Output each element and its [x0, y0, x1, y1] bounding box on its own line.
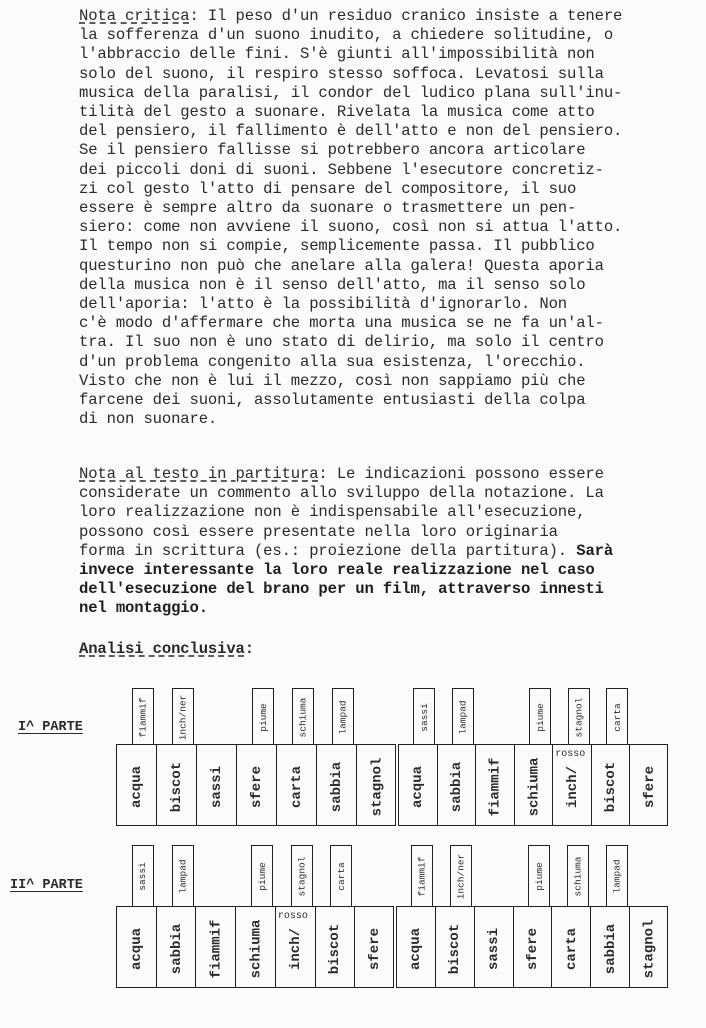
- text-line-bold: nel montaggio.: [79, 599, 208, 618]
- score-top-tab: [252, 688, 274, 744]
- nota-critica-paragraph: [79, 7, 699, 429]
- tab-label: stagnol: [296, 856, 308, 897]
- tab-label: lampad: [337, 699, 349, 735]
- score-cell: [438, 745, 477, 825]
- cell-label: acqua: [410, 765, 427, 808]
- tab-label: inch/ner: [455, 853, 467, 900]
- score-cell: [157, 745, 197, 825]
- score-cell: [476, 745, 515, 825]
- score-row-box: [116, 906, 394, 988]
- score-top-tab: [291, 845, 313, 906]
- score-cell: [157, 907, 197, 987]
- tab-label: lampad: [177, 859, 189, 894]
- cell-label: acqua: [128, 927, 145, 970]
- text-line: zi col gesto l'atto di pensare del compositore, il suo: [79, 179, 577, 198]
- text-line: la sofferenza d'un suono inudito, a chiedere solitudine, o: [79, 26, 614, 45]
- cell-label: schiuma: [525, 757, 542, 816]
- score-top-tab: [528, 845, 550, 906]
- text-line: considerate un commento allo sviluppo della notazione. La: [79, 484, 604, 503]
- text-line: essere è sempre altro da suonare o trasmettere un pen-: [79, 199, 577, 218]
- score-top-tab: [452, 688, 474, 744]
- score-cell: [515, 745, 554, 825]
- tab-label: piume: [256, 862, 268, 891]
- score-cell: [117, 907, 157, 987]
- cell-label: sfere: [249, 765, 266, 808]
- cell-label: sabbia: [168, 923, 185, 974]
- text-line: tra. Il suo non è uno stato di delirio, ma solo il centro: [79, 333, 604, 352]
- score-cell: [630, 745, 669, 825]
- score-cell: [237, 745, 277, 825]
- text-line: loro realizzazione non è indispensabile all'esecuzione,: [79, 503, 586, 522]
- cell-label: fiammif: [487, 757, 504, 816]
- score-top-tab: [411, 845, 433, 906]
- score-cell: [196, 907, 236, 987]
- score-top-tab: [330, 845, 352, 906]
- text-line: del pensiero, il fallimento è dell'atto e non del pensiero.: [79, 122, 623, 141]
- cell-label: sassi: [486, 927, 503, 970]
- rosso-annotation: rosso: [555, 749, 586, 760]
- text-line-bold: Sarà: [576, 541, 614, 560]
- text-line: tilità del gesto a suonare. Rivelata la musica come atto: [79, 103, 595, 122]
- score-top-tab: [606, 688, 628, 744]
- tab-label: lampad: [457, 699, 469, 735]
- text-line: Il tempo non si compie, semplicemente passa. Il pubblico: [79, 237, 595, 256]
- cell-label: sfere: [367, 927, 384, 970]
- cell-label: stagnol: [368, 757, 385, 816]
- score-cell: [436, 907, 475, 987]
- cell-label: sabbia: [602, 923, 619, 974]
- score-cell: [117, 745, 157, 825]
- score-cell: [357, 745, 397, 825]
- tab-label: stagnol: [573, 697, 585, 737]
- text-line: l'abbraccio delle fini. S'è giunti all'impossibilità non: [79, 45, 595, 64]
- score-top-tab: [292, 688, 314, 744]
- score-row-box: [116, 744, 396, 826]
- cell-label: biscot: [447, 923, 464, 974]
- score-top-tab: [568, 688, 590, 744]
- score-top-tab: [332, 688, 354, 744]
- cell-label: stagnol: [641, 919, 658, 978]
- score-cell: [316, 907, 356, 987]
- score-top-tab: [606, 845, 628, 906]
- text-line: dell'aporia: l'atto è la possibilità d'ignorarlo. Non: [79, 295, 568, 314]
- cell-label: carta: [289, 765, 306, 808]
- score-cell: [397, 907, 436, 987]
- tab-label: piume: [257, 702, 269, 732]
- score-cell: [399, 745, 438, 825]
- tab-label: fiammif: [416, 856, 428, 897]
- text-line: farcene dei suoni, assolutamente entusiasti della colpa: [79, 391, 586, 410]
- tab-label: schiuma: [297, 697, 309, 737]
- score-top-tab: [132, 688, 154, 744]
- text-line: possono così essere presentate nella loro originaria: [79, 522, 558, 541]
- text-line-bold: invece interessante la loro reale realizzazione nel caso: [79, 561, 595, 580]
- score-row-box: [396, 906, 668, 988]
- text-line: : Il peso d'un residuo cranico insiste a tenere: [189, 7, 623, 25]
- tab-label: sassi: [418, 702, 430, 732]
- score-cell: [317, 745, 357, 825]
- part-label-text: I^ PARTE: [18, 720, 83, 735]
- cell-label: inch/: [564, 765, 581, 808]
- text-line: della musica non è il senso dell'atto, ma il senso solo: [79, 275, 586, 294]
- text-line: solo del suono, il respiro stesso soffoca. Levatosi sulla: [79, 64, 604, 83]
- part-label: [10, 878, 83, 893]
- nota-testo-paragraph: [79, 465, 699, 619]
- score-cell: [592, 745, 631, 825]
- cell-label: sfere: [641, 765, 658, 808]
- score-cell: [277, 745, 317, 825]
- score-top-tab: [413, 688, 435, 744]
- text-line: c'è modo d'affermare che morta una musica se ne fa un'al-: [79, 314, 604, 333]
- score-cell: [475, 907, 514, 987]
- tab-label: fiammif: [137, 697, 149, 737]
- tab-label: inch/ner: [177, 694, 189, 740]
- tab-label: schiuma: [572, 856, 584, 897]
- cell-label: biscot: [169, 761, 186, 812]
- text-line: Se il pensiero fallisse si potrebbero ancora articolare: [79, 141, 586, 160]
- score-row-box: [398, 744, 668, 826]
- tab-label: lampad: [611, 859, 623, 894]
- score-cell: [553, 745, 592, 825]
- nota-testo-heading: Nota al testo in partitura: [79, 465, 319, 483]
- cell-label: schiuma: [247, 919, 264, 978]
- text-line: siero: come non avviene il suono, così non si attua l'atto.: [79, 218, 623, 237]
- cell-label: biscot: [603, 761, 620, 812]
- text-line: di non suonare.: [79, 410, 218, 429]
- cell-label: sabbia: [449, 761, 466, 812]
- score-top-tab: [450, 845, 472, 906]
- cell-label: acqua: [408, 927, 425, 970]
- text-line: : Le indicazioni possono essere: [318, 465, 604, 483]
- tab-label: piume: [533, 862, 545, 891]
- part-label: [18, 720, 83, 735]
- tab-label: carta: [611, 702, 623, 732]
- score-top-tab: [172, 688, 194, 744]
- score-top-tab: [172, 845, 194, 906]
- score-cell: [276, 907, 316, 987]
- score-cell: [236, 907, 276, 987]
- text-line: dei piccoli doni di suoni. Sebbene l'esecutore concretiz-: [79, 160, 604, 179]
- score-cell: [514, 907, 553, 987]
- cell-label: acqua: [129, 765, 146, 808]
- cell-label: sassi: [209, 765, 226, 808]
- part-label-text: II^ PARTE: [10, 878, 83, 893]
- analisi-heading: Analisi conclusiva:: [79, 640, 254, 658]
- cell-label: biscot: [327, 923, 344, 974]
- tab-label: carta: [335, 862, 347, 891]
- score-top-tab: [251, 845, 273, 906]
- tab-label: piume: [534, 702, 546, 732]
- cell-label: sfere: [525, 927, 542, 970]
- score-cell: [630, 907, 669, 987]
- score-cell: [552, 907, 591, 987]
- text-line: musica della paralisi, il condor del ludico plana sull'inu-: [79, 83, 623, 102]
- text-line: questurino non può che anelare alla galera! Questa aporia: [79, 256, 604, 275]
- rosso-annotation: rosso: [277, 911, 308, 922]
- score-top-tab: [132, 845, 154, 906]
- score-top-tab: [529, 688, 551, 744]
- cell-label: sabbia: [329, 761, 346, 812]
- cell-label: inch/: [287, 927, 304, 970]
- cell-label: carta: [563, 927, 580, 970]
- text-line: d'un problema congenito alla sua esistenza, l'orecchio.: [79, 352, 586, 371]
- nota-critica-heading: Nota critica: [79, 7, 190, 25]
- tab-label: sassi: [137, 862, 149, 891]
- text-line-bold: dell'esecuzione del brano per un film, attraverso innesti: [79, 580, 604, 599]
- score-cell: [197, 745, 237, 825]
- score-cell: [591, 907, 630, 987]
- score-cell: [355, 907, 395, 987]
- cell-label: fiammif: [208, 919, 225, 978]
- score-top-tab: [567, 845, 589, 906]
- text-line: Visto che non è lui il mezzo, così non sappiamo più che: [79, 371, 586, 390]
- text-line: forma in scrittura (es.: proiezione della partitura).: [79, 541, 577, 560]
